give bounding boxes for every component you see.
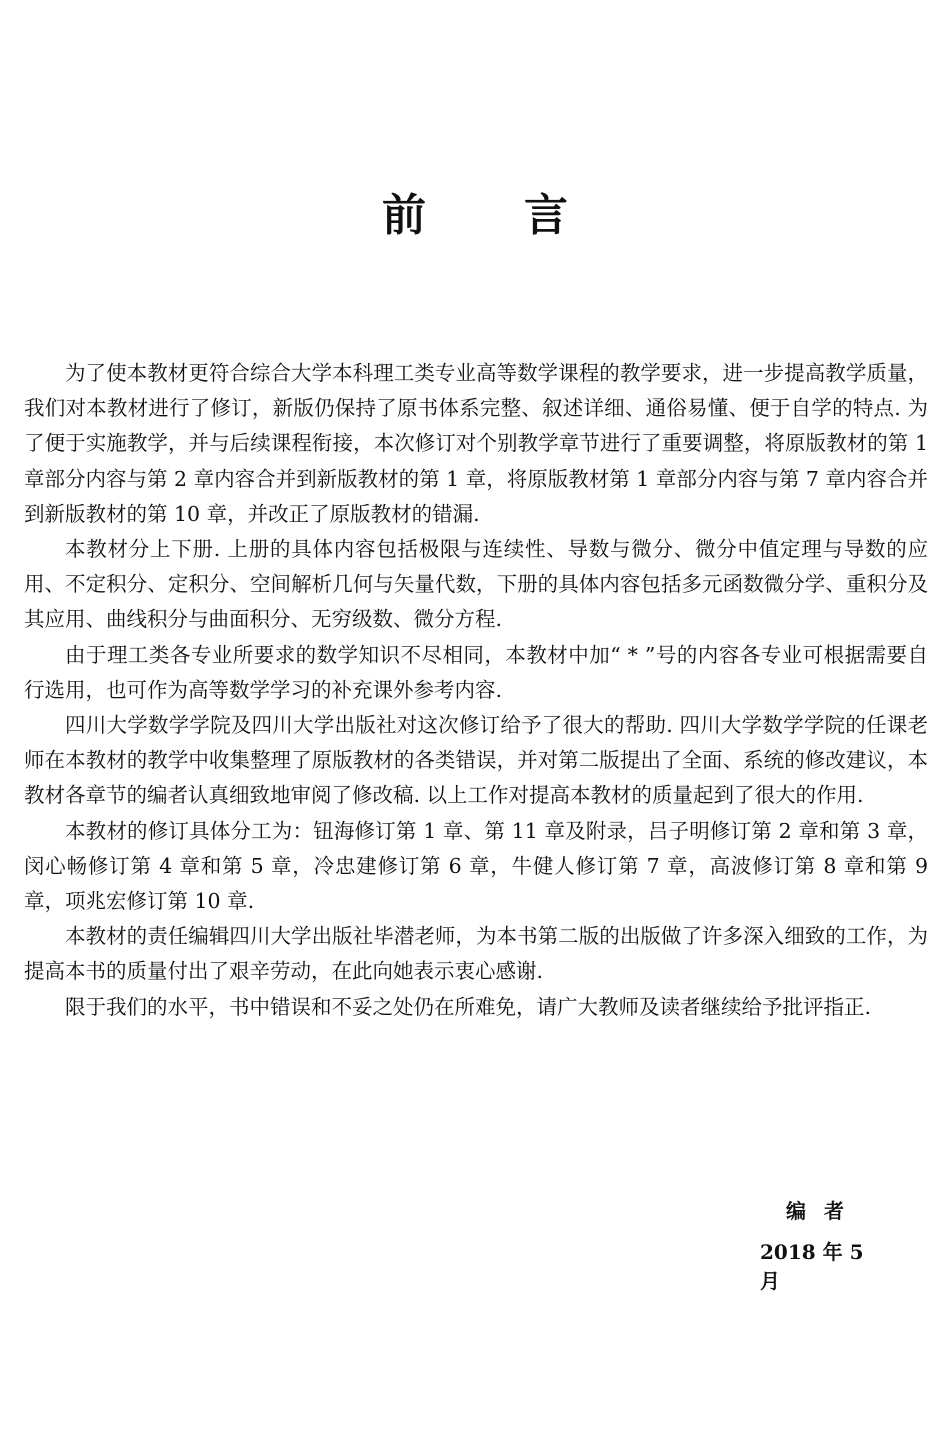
paragraph-editor-thanks: 本教材的责任编辑四川大学出版社毕潜老师，为本书第二版的出版做了许多深入细致的工作，为提高本书的质量付出了艰辛劳动，在此向她表示衷心感谢. — [24, 924, 928, 984]
signature-author: 编者 — [786, 1199, 862, 1223]
preface-body — [24, 356, 928, 1025]
paragraph-contents: 本教材分上下册. 上册的具体内容包括极限与连续性、导数与微分、微分中值定理与导数的应用、不定积分、定积分、空间解析几何与矢量代数，下册的具体内容包括多元函数微分学、重积分及其应用、曲线积分与曲面积分、无穷级数、微分方程. — [24, 537, 928, 632]
paragraph-acknowledgement: 四川大学数学学院及四川大学出版社对这次修订给予了很大的帮助. 四川大学数学学院的任课老师在本教材的教学中收集整理了原版教材的各类错误，并对第二版提出了全面、系统的修改建议，本教材各章节的编者认真细致地审阅了修改稿. 以上工作对提高本教材的质量起到了很大的作用. — [24, 713, 928, 808]
paragraph-division-of-work: 本教材的修订具体分工为：钮海修订第 1 章、第 11 章及附录，吕子明修订第 2 章和第 3 章，闵心畅修订第 4 章和第 5 章，冷忠建修订第 6 章，牛健人修订第 7 章，高波修订第 8 章和第 9 章，项兆宏修订第 10 章. — [24, 818, 928, 914]
paragraph-closing: 限于我们的水平，书中错误和不妥之处仍在所难免，请广大教师及读者继续给予批评指正. — [65, 994, 872, 1019]
paragraph-revision-purpose: 为了使本教材更符合综合大学本科理工类专业高等数学课程的教学要求，进一步提高教学质量，我们对本教材进行了修订，新版仍保持了原书体系完整、叙述详细、通俗易懂、便于自学的特点. 为了便于实施教学，并与后续课程衔接，本次修订对个别教学章节进行了重要调整，将原版教材的第 1 章部分内容与第 2 章内容合并到新版教材的第 1 章，将原版教材第 1 章部分内容与第 7 章内容合并到新版教材的第 10 章，并改正了原版教材的错漏. — [24, 361, 928, 526]
page-title: 前言 — [382, 190, 666, 241]
paragraph-optional-content: 由于理工类各专业所要求的数学知识不尽相同，本教材中加“ * ”号的内容各专业可根据需要自行选用，也可作为高等数学学习的补充课外参考内容. — [24, 642, 928, 702]
signature-date: 2018 年 5 月 — [760, 1240, 864, 1293]
